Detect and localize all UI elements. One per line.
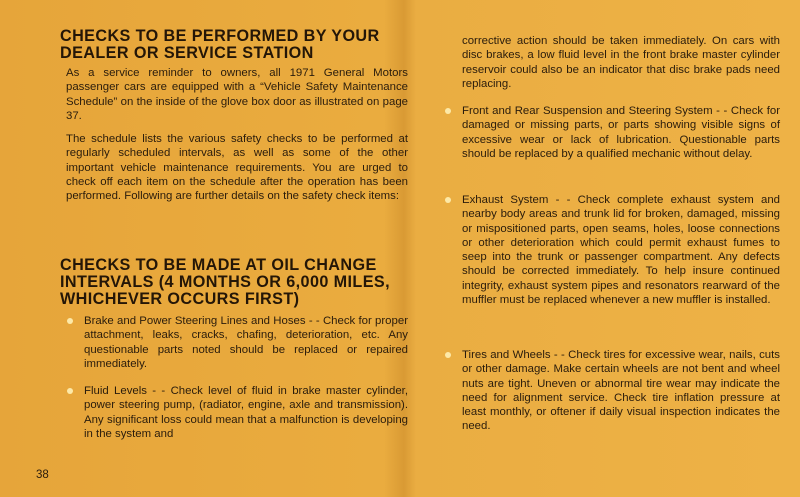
bullet-icon — [445, 352, 451, 358]
list-item — [84, 314, 408, 371]
item-label: Front and Rear Suspension and Steering System - - — [462, 105, 728, 117]
heading-dealer-checks: CHECKS TO BE PERFORMED BY YOUR DEALER OR SERVICE STATION — [60, 27, 380, 62]
continuation-text — [462, 34, 780, 91]
list-item — [462, 104, 780, 161]
schedule-paragraph: The schedule lists the various safety checks to be performed at regularly scheduled intervals, as well as some of the other important vehicle maintenance requirements. You are urged to check off each item on the schedule after the operation has been performed. Following are further details on the safety check items: — [66, 133, 408, 203]
item-label: Tires and Wheels - - — [462, 349, 565, 361]
item-text: Check tires for excessive wear, nails, cuts or other damage. Make certain wheels are not bent and wheel nuts are tight. Uneven or abnormal tire wear may indicate the need for alignment service. Check tire inflation pressure at least monthly, or oftener if daily visual inspection indicates the need. — [462, 349, 780, 433]
item-text: Check for proper attachment, leaks, cracks, chafing, deterioration, etc. Any questionable parts noted should be replaced or repaired immediately. — [84, 315, 408, 370]
item-text: Check complete exhaust system and nearby body areas and trunk lid for broken, damaged, missing or mispositioned parts, open seams, holes, loose connections or other deterioration which could permit exhaust fumes to seep into the trunk or passenger compartment. Any defects should be corrected immediately. To help insure continued integrity, exhaust system pipes and resonators rearward of the muffler must be replaced whenever a new muffler is installed. — [462, 194, 780, 307]
list-item — [84, 384, 408, 441]
intro-paragraph: As a service reminder to owners, all 1971 General Motors passenger cars are equipped with a “Vehicle Safety Maintenance Schedule” on the inside of the glove box door as illustrated on page 37. — [66, 67, 408, 122]
item-label: Exhaust System - - — [462, 194, 571, 206]
list-item — [462, 193, 780, 307]
bullet-icon — [67, 388, 73, 394]
item-text: Check level of fluid in brake master cylinder, power steering pump, (radiator, engine, axle and transmission). Any significant loss could mean that a malfunction is developing in the system and — [84, 385, 408, 440]
page-number: 38 — [36, 469, 49, 481]
item-text: Check for damaged or missing parts, or parts showing visible signs of excessive wear or lack of lubrication. Questionable parts should be replaced by a qualified mechanic without delay. — [462, 105, 780, 160]
item-label: Fluid Levels - - — [84, 385, 166, 397]
heading-oil-change-checks: CHECKS TO BE MADE AT OIL CHANGE INTERVALS (4 MONTHS OR 6,000 MILES, WHICHEVER OCCURS FIRST) — [60, 256, 391, 308]
bullet-icon — [445, 197, 451, 203]
bullet-icon — [445, 108, 451, 114]
bullet-icon — [67, 318, 73, 324]
continuation-paragraph: corrective action should be taken immediately. On cars with disc brakes, a low fluid level in the front brake master cylinder reservoir could also be an indicator that disc brake pads need replacing. — [462, 35, 780, 90]
item-label: Brake and Power Steering Lines and Hoses - - — [84, 315, 320, 327]
list-item — [462, 348, 780, 434]
